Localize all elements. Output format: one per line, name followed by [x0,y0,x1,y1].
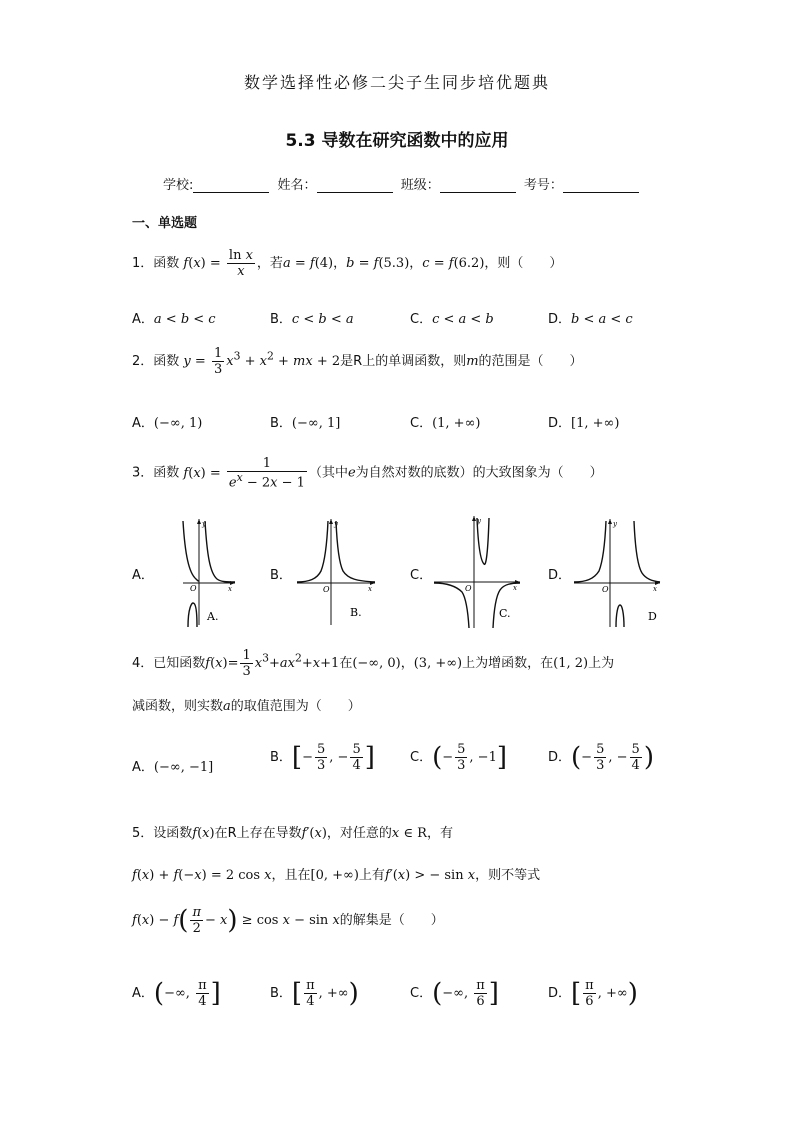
svg-text:x: x [653,585,657,593]
q3-suffix2: 为自然对数的底数）的大致图象为（ ） [355,465,603,481]
question-5-line3 [132,905,444,936]
graph-a [155,515,240,630]
q4-line1b: 在 [339,656,353,671]
graph-b [295,515,380,630]
name-label: 姓名： [277,178,317,193]
id-blank[interactable] [563,178,639,193]
q5-inequality: f(x) − f( $\frac{\pi}{2}$ − x) ≥ cos x − sin x [132,905,340,936]
graph-d-label: D [648,610,657,623]
id-label: 考号： [523,178,563,193]
q5-fx: f(x) [192,826,215,841]
q1-option-c[interactable]: C．c < a < b [410,312,494,327]
q5-line1b: 在R上存在导数 [214,826,302,841]
q1-prefix: 1．函数 [132,256,180,271]
q4-option-c[interactable]: C．(− $\frac{5}{3}$ , −1] [410,742,508,773]
q3-prefix: 3．函数 [132,465,180,481]
q3-option-c[interactable]: C． [410,568,433,583]
q1-values: a = f(4)，b = f(5.3)，c = f(6.2) [282,256,485,271]
q1-option-b[interactable]: B．c < b < a [270,312,354,327]
q1-option-d[interactable]: D．b < a < c [548,312,633,327]
question-4-line2 [132,695,361,714]
q3-option-b[interactable]: B． [270,568,292,583]
class-label: 班级： [400,178,440,193]
q4-option-a[interactable]: A．(−∞, −1] [132,760,214,775]
q5-option-d[interactable]: D．[ $\frac{\pi}{6}$ , +∞) [548,978,638,1009]
class-blank[interactable] [440,178,516,193]
q5-option-a[interactable]: A．(−∞, $\frac{\pi}{4}$ ] [132,978,221,1009]
q2-option-b[interactable]: B．(−∞, 1] [270,416,341,431]
school-label: 学校: [163,178,194,193]
graph-b-label: B. [350,606,362,619]
q2-option-a[interactable]: A．(−∞, 1) [132,416,203,431]
q5-line1a: 5．设函数 [132,826,193,841]
q5-line2c: ，则不等式 [475,868,541,883]
q3-formula: f(x) = $\frac{1}{e^x - 2x - 1}$ [183,456,305,491]
graph-d [572,515,664,630]
q5-fpx: f′(x) [301,826,327,841]
q5-option-c[interactable]: C．(−∞, $\frac{\pi}{6}$ ] [410,978,499,1009]
document-header: 数学选择性必修二尖子生同步培优题典 [243,73,550,92]
q4-interval-1: (−∞, 0)，(3, +∞) [352,656,463,671]
student-info-line [163,174,643,193]
q2-prefix: 2．函数 [132,354,180,369]
svg-text:y: y [202,520,206,528]
svg-text:y: y [477,517,481,525]
q1-mid: ，若 [256,256,283,271]
q4-line1d: 上为 [588,656,615,671]
svg-text:y: y [334,520,338,528]
q1-then: ，则（ ） [484,256,563,271]
question-3 [132,456,603,490]
q1-formula: f(x) = $\frac{\text{ln x}}{x}$ [183,248,253,279]
question-2 [132,346,583,377]
q4-interval-2: (1, 2) [553,656,589,671]
page-title: 5.3 导数在研究函数中的应用 [285,131,509,151]
q5-domain: x ∈ R [391,826,427,841]
svg-text:O: O [602,585,609,594]
q3-var-e: e [347,465,356,481]
question-4 [132,648,614,679]
q5-interval: [0, +∞) [310,868,359,883]
q2-var-m: m [466,354,479,369]
q4-line1a: 4．已知函数 [132,656,206,671]
q5-identity: f(x) + f(−x) = 2 cos x [132,868,272,883]
q2-suffix1: 是R上的单调函数，则 [340,354,467,369]
q5-line3: 的解集是（ ） [339,913,444,928]
q5-line2a: ，且在 [271,868,311,883]
svg-text:y: y [613,520,617,528]
svg-text:O: O [323,585,330,594]
q4-var-a: a [223,699,231,714]
question-5-line2 [132,864,540,883]
svg-text:x: x [368,585,372,593]
q2-option-d[interactable]: D．[1, +∞) [548,416,620,431]
svg-text:x: x [228,585,232,593]
q1-option-a[interactable]: A．a < b < c [132,312,216,327]
q2-formula: y = $\frac{1}{3}$ $x^3 + x^2$ + mx + 2 [183,346,341,377]
q5-derivative-ineq: f′(x) > − sin x [384,868,476,883]
q5-line2b: 上有 [358,868,385,883]
svg-text:O: O [190,584,197,593]
name-blank[interactable] [317,178,393,193]
q4-option-b[interactable]: B．[− $\frac{5}{3}$ , − $\frac{5}{4}$ ] [270,742,375,773]
q4-line2: 减函数，则实数 [132,699,224,714]
q4-option-d[interactable]: D．(− $\frac{5}{3}$ , − $\frac{5}{4}$ ) [548,742,654,773]
q5-line1c: ，对任意的 [326,826,392,841]
svg-text:O: O [465,584,472,593]
q4-formula: f(x)= $\frac{1}{3}$ $x^3+ax^2+x+1$ [205,648,340,679]
q3-option-d[interactable]: D． [548,568,572,583]
q4-line2b: 的取值范围为（ ） [230,699,361,714]
q5-option-b[interactable]: B．[ $\frac{\pi}{4}$ , +∞) [270,978,359,1009]
q2-suffix2: 的范围是（ ） [478,354,583,369]
q3-option-a[interactable]: A． [132,568,154,583]
section-heading: 一、单选题 [132,216,198,231]
school-blank[interactable] [193,178,269,193]
question-1 [132,248,562,279]
q2-option-c[interactable]: C．(1, +∞) [410,416,481,431]
q3-suffix: （其中 [308,465,348,481]
question-5 [132,822,453,841]
graph-a-label: A. [207,610,219,623]
graph-c-label: C. [499,607,511,620]
q4-line1c: 上为增函数，在 [462,656,554,671]
q5-line1d: ，有 [426,826,453,841]
svg-text:x: x [513,584,517,592]
graph-c [432,512,524,630]
